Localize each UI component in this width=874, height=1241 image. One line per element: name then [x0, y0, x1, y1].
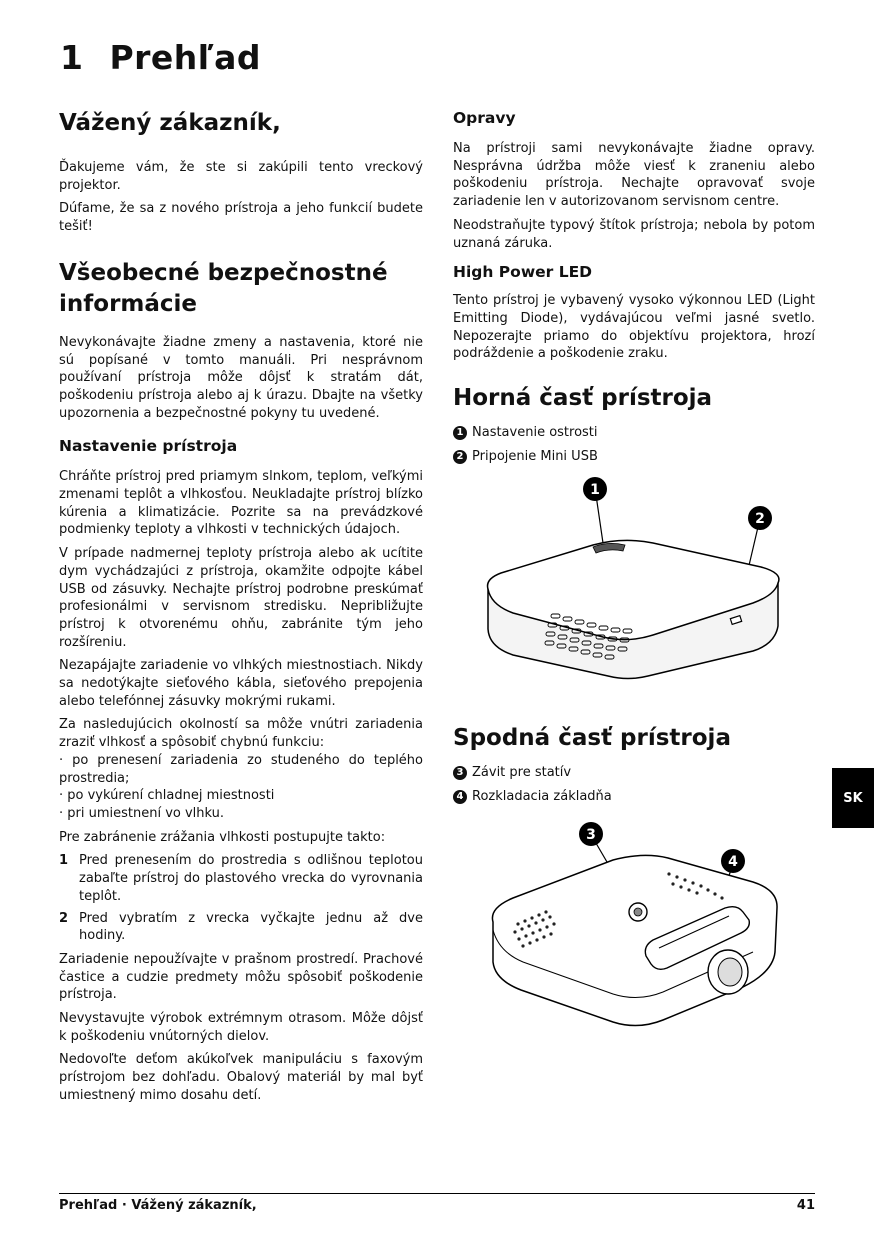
legend-item-3: 3 Závit pre statív	[453, 764, 815, 782]
paragraph-children: Nedovoľte deťom akúkoľvek manipuláciu s faxovým prístrojom bez dohľadu. Obalový materiál by mal byť umiestnený mimo dosahu detí.	[59, 1052, 423, 1103]
paragraph-prevention: Pre zabránenie zrážania vlhkosti postupujte takto:	[59, 829, 386, 845]
list-item: 1 Pred prenesením do prostredia s odlišnou teplotou zabaľte prístroj do plastového vrecka do vyrovnania teplôt.	[59, 853, 423, 904]
number-2-icon: 2	[453, 450, 467, 464]
condensation-case-2: · po vykúrení chladnej miestnosti	[59, 788, 275, 804]
projector-bottom-illustration	[453, 812, 815, 1052]
condensation-block	[59, 716, 423, 822]
paragraph-thanks: Ďakujeme vám, že ste si zakúpili tento vreckový projektor.	[59, 160, 423, 193]
legend-item-4: 4 Rozkladacia základňa	[453, 788, 815, 806]
projector-body-bottom	[492, 855, 777, 1025]
right-column	[453, 108, 815, 1052]
heading-setup: Nastavenie prístroja	[59, 437, 238, 456]
paragraph-hope: Dúfame, že sa z nového prístroja a jeho funkcií budete tešiť!	[59, 201, 423, 235]
callout-3-label: 3	[586, 826, 596, 843]
condensation-case-1: · po prenesení zariadenia zo studeného do teplého prostredia;	[59, 752, 423, 786]
paragraph-safety-intro: Nevykonávajte žiadne zmeny a nastavenia, ktoré nie sú popísané v tomto manuáli. Pri nesprávnom používaní prístroja môže dôjsť k stratám dát, poškodeniu prístroja alebo aj k úrazu. Dbajte na všetky upozornenia a bezpečnostné pokyny tu uvedené.	[59, 334, 423, 421]
paragraph-led: Tento prístroj je vybavený vysoko výkonnou LED (Light Emitting Diode), vydávajúcou veľmi jasné svetlo. Nepozerajte priamo do objektívu projektora, hrozí podráždenie a poškodenie zraku.	[453, 293, 815, 362]
paragraph-overheat: V prípade nadmernej teploty prístroja alebo ak ucítite dym vychádzajúci z prístroja, okamžite odpojte kábel USB od zásuvky. Nechajte prístroj podrobne preskúmať profesionálmi v servisnom stredisku. Nepribližujte prístroj k otvorenému ohňu, zabránite tým jeho rozšíreniu.	[59, 546, 423, 650]
list-item: 2 Pred vybratím z vrecka vyčkajte jednu až dve hodiny.	[59, 910, 423, 944]
callout-1-label: 1	[590, 482, 600, 499]
condensation-case-3: · pri umiestnení vo vlhku.	[59, 805, 225, 821]
condensation-intro: Za nasledujúcich okolností sa môže vnútri zariadenia zraziť vlhkosť a spôsobiť chybnú funkciu:	[59, 717, 423, 751]
paragraph-dust: Zariadenie nepoužívajte v prašnom prostredí. Prachové častice a cudzie predmety môžu spôsobiť poškodenie prístroja.	[59, 951, 423, 1003]
page-number: 41	[796, 1198, 815, 1213]
number-1-icon: 1	[453, 426, 467, 440]
left-column	[59, 108, 423, 1111]
paragraph-humid-rooms: Nezapájajte zariadenie vo vlhkých miestnostiach. Nikdy sa nedotýkajte sieťového kábla, sieťového prepojenia alebo telefónnej zásuvky mokrými rukami.	[59, 658, 423, 709]
heading-repairs: Opravy	[453, 109, 516, 127]
callout-4-label: 4	[728, 853, 738, 870]
heading-customer: Vážený zákazník,	[59, 110, 281, 136]
prevention-steps	[59, 852, 423, 945]
heading-top-side: Horná časť prístroja	[453, 385, 713, 412]
callout-2-label: 2	[755, 511, 765, 528]
bottom-legend	[453, 764, 815, 805]
footer-rule	[59, 1193, 815, 1194]
heading-led: High Power LED	[453, 263, 593, 282]
paragraph-label: Neodstraňujte typový štítok prístroja; nebola by potom uznaná záruka.	[453, 217, 815, 251]
chapter-title: Prehľad	[109, 38, 262, 77]
language-tab: SK	[832, 768, 874, 828]
paragraph-shock: Nevystavujte výrobok extrémnym otrasom. Môže dôjsť k poškodeniu vnútorných dielov.	[59, 1011, 423, 1044]
number-3-icon: 3	[453, 766, 467, 780]
top-legend	[453, 424, 815, 465]
page-title	[60, 38, 261, 77]
heading-bottom-side: Spodná časť prístroja	[453, 725, 731, 752]
chapter-number: 1	[60, 38, 84, 77]
footer-section-title: Prehľad · Vážený zákazník,	[59, 1198, 257, 1213]
paragraph-sun-heat: Chráňte prístroj pred priamym slnkom, teplom, veľkými zmenami teplôt a vlhkosťou. Neukladajte prístroj blízko kúrenia a klimatizácie. Pozrite sa na prevádzkové podmienky teploty a vlhkosti v technických údajoch.	[59, 469, 423, 538]
legend-item-2: 2 Pripojenie Mini USB	[453, 448, 815, 466]
projector-top-illustration	[453, 471, 815, 703]
legend-item-1: 1 Nastavenie ostrosti	[453, 424, 815, 442]
number-4-icon: 4	[453, 790, 467, 804]
heading-safety: Všeobecné bezpečnostné informácie	[59, 259, 388, 317]
paragraph-repairs: Na prístroji sami nevykonávajte žiadne opravy. Nesprávna údržba môže viesť k zraneniu alebo poškodeniu prístroja. Nechajte opravovať svoje zariadenie len v autorizovanom servisnom centre.	[453, 141, 815, 210]
